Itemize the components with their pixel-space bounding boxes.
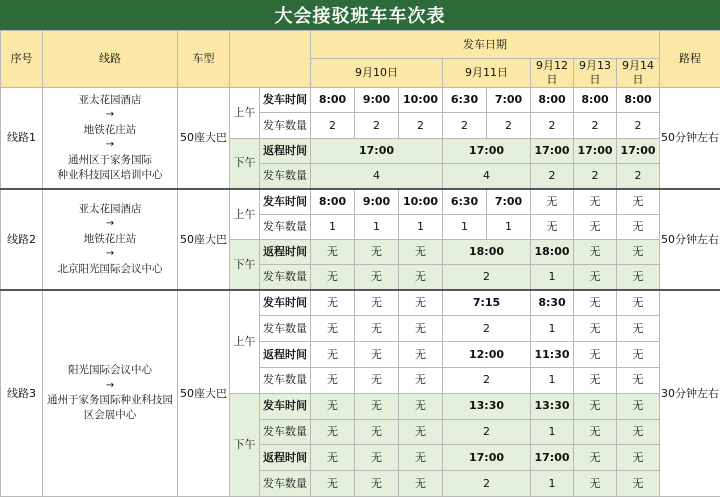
table-row (1, 290, 720, 316)
cell: 12:00 (443, 342, 531, 368)
route-stop: 地铁花庄站 (83, 123, 137, 136)
depart-count-label: 发车数量 (260, 113, 311, 138)
cell: 6:30 (443, 189, 487, 214)
cell: 1 (531, 265, 574, 290)
route-stop: 地铁花庄站 (83, 232, 137, 245)
route-interval: 50分钟左右 (660, 189, 720, 290)
cell: 无 (311, 471, 355, 497)
cell: 无 (574, 239, 617, 264)
cell: 无 (311, 342, 355, 368)
cell: 2 (574, 113, 617, 138)
cell: 2 (574, 164, 617, 189)
cell: 1 (399, 214, 443, 239)
cell: 2 (399, 113, 443, 138)
pm-label: 下午 (230, 138, 260, 189)
route-arrow: → (105, 218, 115, 230)
cell: 2 (487, 113, 531, 138)
route-interval: 50分钟左右 (660, 88, 720, 189)
cell: 无 (311, 367, 355, 393)
cell: 无 (355, 471, 399, 497)
cell: 1 (443, 214, 487, 239)
time-label: 发车时间 (260, 393, 311, 419)
route3-body (1, 290, 720, 496)
cell: 无 (399, 290, 443, 316)
route-arrow: → (105, 109, 115, 121)
depart-count-label: 发车数量 (260, 164, 311, 189)
cell: 2 (531, 113, 574, 138)
date-sep10: 9月10日 (311, 59, 443, 88)
cell: 无 (311, 265, 355, 290)
cell: 8:00 (311, 88, 355, 113)
cell: 10:00 (399, 88, 443, 113)
route-no: 线路2 (1, 189, 43, 290)
cell: 无 (355, 239, 399, 264)
cell: 4 (443, 164, 531, 189)
cell: 无 (617, 290, 660, 316)
cell: 无 (617, 393, 660, 419)
cell: 2 (443, 265, 531, 290)
route-stop: 区会展中心 (83, 409, 137, 422)
cell: 无 (617, 214, 660, 239)
return-time-label: 返程时间 (260, 138, 311, 163)
route-stop: 通州区于家务国际 (68, 153, 152, 166)
cell: 1 (311, 214, 355, 239)
cell: 无 (574, 342, 617, 368)
return-time-label: 返程时间 (260, 239, 311, 264)
cell: 2 (617, 113, 660, 138)
route-vehicle: 50座大巴 (178, 189, 230, 290)
cell: 7:00 (487, 88, 531, 113)
cell: 1 (487, 214, 531, 239)
cell: 8:00 (574, 88, 617, 113)
route-stop: 阳光国际会议中心 (68, 364, 152, 377)
cell: 13:30 (531, 393, 574, 419)
cell: 无 (311, 445, 355, 471)
date-sep11: 9月11日 (443, 59, 531, 88)
schedule-table (0, 30, 720, 497)
cell: 无 (355, 419, 399, 445)
cell: 无 (311, 316, 355, 342)
cell: 无 (355, 445, 399, 471)
depart-count-label: 发车数量 (260, 471, 311, 497)
cell: 8:00 (311, 189, 355, 214)
cell: 无 (399, 342, 443, 368)
route-stop: 北京阳光国际会议中心 (57, 262, 163, 275)
cell: 无 (531, 214, 574, 239)
cell: 无 (574, 189, 617, 214)
cell: 无 (574, 316, 617, 342)
cell: 2 (443, 367, 531, 393)
header-vehicle: 车型 (178, 31, 230, 88)
cell: 无 (311, 393, 355, 419)
cell: 18:00 (443, 239, 531, 264)
cell: 7:15 (443, 290, 531, 316)
cell: 1 (531, 367, 574, 393)
cell: 无 (617, 419, 660, 445)
cell: 1 (531, 419, 574, 445)
route-arrow: → (105, 139, 115, 150)
depart-time-label: 发车时间 (260, 88, 311, 113)
cell: 无 (311, 290, 355, 316)
cell: 2 (311, 113, 355, 138)
cell: 17:00 (311, 138, 443, 163)
cell: 10:00 (399, 189, 443, 214)
header-blank (230, 31, 311, 88)
cell: 无 (399, 445, 443, 471)
cell: 无 (617, 367, 660, 393)
cell: 17:00 (574, 138, 617, 163)
cell: 1 (531, 316, 574, 342)
cell: 2 (443, 419, 531, 445)
cell: 2 (443, 316, 531, 342)
route-stop: 通州于家务国际种业科技园 (47, 394, 173, 407)
table-row (1, 88, 720, 113)
depart-time-label: 发车时间 (260, 189, 311, 214)
cell: 无 (617, 189, 660, 214)
cell: 无 (574, 367, 617, 393)
cell: 无 (574, 419, 617, 445)
pm-label: 下午 (230, 393, 260, 496)
cell: 无 (574, 214, 617, 239)
table-row (1, 189, 720, 214)
depart-count-label: 发车数量 (260, 214, 311, 239)
depart-count-label: 发车数量 (260, 367, 311, 393)
header-row-1 (1, 31, 720, 59)
route-vehicle: 50座大巴 (178, 88, 230, 189)
am-label: 上午 (230, 88, 260, 139)
cell: 无 (617, 239, 660, 264)
cell: 无 (355, 342, 399, 368)
cell: 无 (355, 265, 399, 290)
cell: 无 (617, 471, 660, 497)
cell: 17:00 (617, 138, 660, 163)
route-stop: 种业科技园区培训中心 (57, 168, 163, 181)
cell: 无 (311, 239, 355, 264)
cell: 2 (531, 164, 574, 189)
route-stops (43, 88, 178, 189)
route-no: 线路3 (1, 290, 43, 496)
cell: 无 (574, 265, 617, 290)
depart-count-label: 发车数量 (260, 265, 311, 290)
cell: 9:00 (355, 189, 399, 214)
route-stops (43, 189, 178, 290)
am-label: 上午 (230, 290, 260, 393)
route-stops (43, 290, 178, 496)
cell: 2 (355, 113, 399, 138)
cell: 无 (355, 290, 399, 316)
header-no: 序号 (1, 31, 43, 88)
cell: 11:30 (531, 342, 574, 368)
route-no: 线路1 (1, 88, 43, 189)
cell: 无 (574, 290, 617, 316)
cell: 8:30 (531, 290, 574, 316)
cell: 4 (311, 164, 443, 189)
header-departure-date: 发车日期 (311, 31, 660, 59)
cell: 无 (399, 265, 443, 290)
cell: 无 (574, 445, 617, 471)
route-stop: 亚太花园酒店 (78, 94, 142, 107)
depart-count-label: 发车数量 (260, 316, 311, 342)
cell: 6:30 (443, 88, 487, 113)
cell: 18:00 (531, 239, 574, 264)
route-vehicle: 50座大巴 (178, 290, 230, 496)
cell: 无 (355, 393, 399, 419)
page-title: 大会接驳班车车次表 (0, 0, 720, 30)
cell: 无 (399, 239, 443, 264)
cell: 无 (399, 367, 443, 393)
cell: 8:00 (617, 88, 660, 113)
depart-count-label: 发车数量 (260, 419, 311, 445)
date-sep13: 9月13日 (574, 59, 617, 88)
date-sep14: 9月14日 (617, 59, 660, 88)
cell: 17:00 (443, 445, 531, 471)
cell: 2 (443, 471, 531, 497)
cell: 8:00 (531, 88, 574, 113)
date-sep12: 9月12日 (531, 59, 574, 88)
route-interval: 30分钟左右 (660, 290, 720, 496)
cell: 无 (355, 316, 399, 342)
cell: 17:00 (531, 445, 574, 471)
cell: 无 (531, 189, 574, 214)
header-route: 线路 (43, 31, 178, 88)
cell: 2 (617, 164, 660, 189)
cell: 无 (399, 419, 443, 445)
cell: 无 (617, 342, 660, 368)
cell: 无 (311, 419, 355, 445)
cell: 无 (399, 393, 443, 419)
cell: 17:00 (443, 138, 531, 163)
cell: 1 (355, 214, 399, 239)
am-label: 上午 (230, 189, 260, 240)
route-arrow: → (105, 248, 115, 260)
cell: 无 (617, 445, 660, 471)
cell: 7:00 (487, 189, 531, 214)
route-stop: 亚太花园酒店 (78, 203, 142, 216)
cell: 1 (531, 471, 574, 497)
header-interval: 路程 (660, 31, 720, 88)
time-label: 发车时间 (260, 290, 311, 316)
cell: 13:30 (443, 393, 531, 419)
route-arrow: → (105, 379, 115, 391)
time-label: 返程时间 (260, 445, 311, 471)
cell: 无 (574, 471, 617, 497)
cell: 9:00 (355, 88, 399, 113)
cell: 无 (617, 265, 660, 290)
cell: 无 (399, 316, 443, 342)
cell: 无 (574, 393, 617, 419)
cell: 无 (617, 316, 660, 342)
time-label: 返程时间 (260, 342, 311, 368)
cell: 17:00 (531, 138, 574, 163)
pm-label: 下午 (230, 239, 260, 290)
cell: 2 (443, 113, 487, 138)
cell: 无 (355, 367, 399, 393)
cell: 无 (399, 471, 443, 497)
